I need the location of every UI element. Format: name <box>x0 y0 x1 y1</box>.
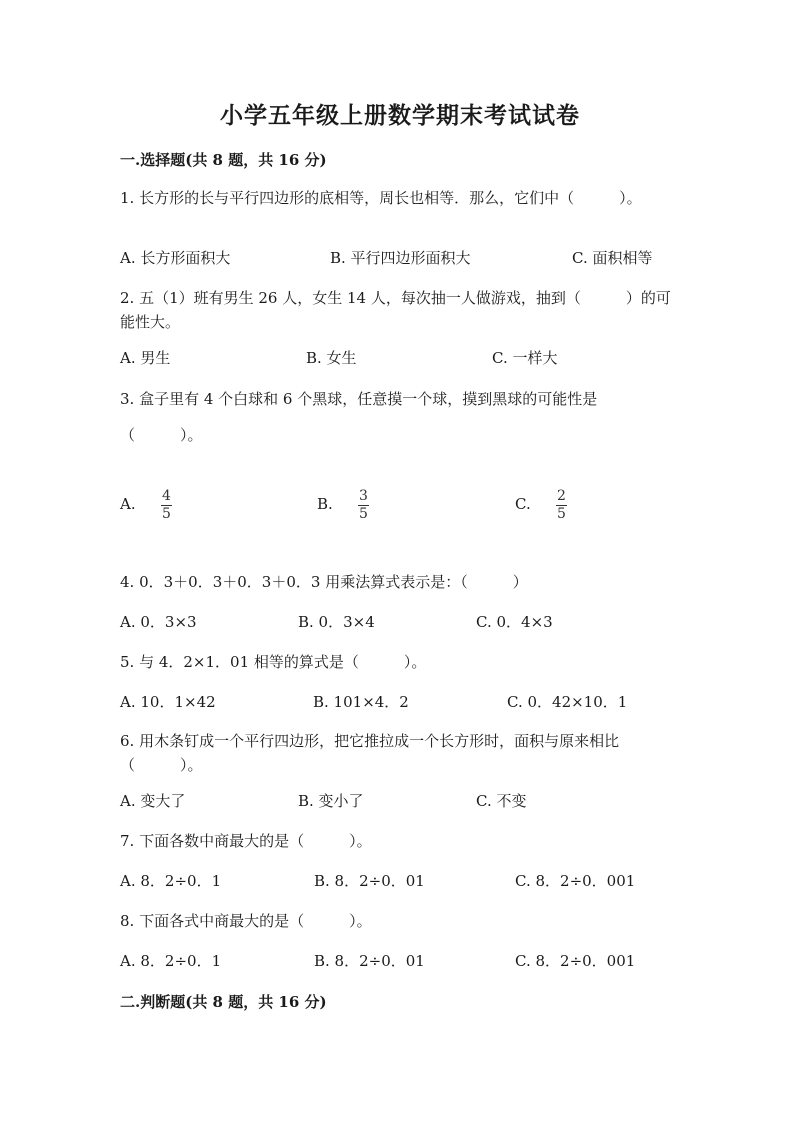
question-3-blank: （ ）。 <box>120 426 203 444</box>
q6-option-a[interactable]: A. 变大了 <box>120 792 186 810</box>
q1-option-c[interactable]: C. 面积相等 <box>572 249 653 267</box>
section-heading-choice: 一.选择题(共 8 题，共 16 分) <box>120 151 327 169</box>
q3-option-a-fraction <box>161 489 172 522</box>
q3-option-c[interactable]: C. <box>515 495 531 513</box>
question-7: 7. 下面各数中商最大的是（ ）。 <box>120 832 372 850</box>
q2-option-b[interactable]: B. 女生 <box>306 349 357 367</box>
fraction-denominator: 5 <box>557 506 566 522</box>
question-6: 6. 用木条钉成一个平行四边形，把它推拉成一个长方形时，面积与原来相比（ ）。 <box>120 732 620 774</box>
q8-option-a[interactable]: A. 8．2÷0．1 <box>120 952 222 970</box>
q1-option-b[interactable]: B. 平行四边形面积大 <box>330 249 471 267</box>
q7-option-b[interactable]: B. 8．2÷0．01 <box>314 872 425 890</box>
q5-option-c[interactable]: C. 0．42×10．1 <box>507 693 628 711</box>
fraction-numerator: 3 <box>359 488 368 504</box>
q4-option-a[interactable]: A. 0．3×3 <box>120 613 197 631</box>
q6-option-b[interactable]: B. 变小了 <box>298 792 364 810</box>
q3-option-a[interactable]: A. <box>120 495 136 513</box>
q6-option-c[interactable]: C. 不变 <box>476 792 527 810</box>
question-3: 3. 盒子里有 4 个白球和 6 个黑球，任意摸一个球，摸到黑球的可能性是 <box>120 390 598 408</box>
question-4: 4. 0．3＋0．3＋0．3＋0．3 用乘法算式表示是：（ ） <box>120 573 528 591</box>
q3-option-c-fraction <box>556 489 567 522</box>
question-5: 5. 与 4．2×1．01 相等的算式是（ ）。 <box>120 653 427 671</box>
section-heading-judgment: 二.判断题(共 8 题，共 16 分) <box>120 993 327 1011</box>
q5-option-a[interactable]: A. 10．1×42 <box>120 693 216 711</box>
q4-option-b[interactable]: B. 0．3×4 <box>298 613 375 631</box>
question-2: 2. 五（1）班有男生 26 人，女生 14 人，每次抽一人做游戏，抽到（ ）的可能性大。 <box>120 289 671 331</box>
q1-option-a[interactable]: A. 长方形面积大 <box>120 249 231 267</box>
q4-option-c[interactable]: C. 0．4×3 <box>476 613 553 631</box>
fraction-numerator: 2 <box>557 488 566 504</box>
q7-option-c[interactable]: C. 8．2÷0．001 <box>515 872 636 890</box>
question-8: 8. 下面各式中商最大的是（ ）。 <box>120 912 372 930</box>
q8-option-c[interactable]: C. 8．2÷0．001 <box>515 952 636 970</box>
q7-option-a[interactable]: A. 8．2÷0．1 <box>120 872 222 890</box>
q3-option-b-fraction <box>358 489 369 522</box>
fraction-numerator: 4 <box>162 488 171 504</box>
q5-option-b[interactable]: B. 101×4．2 <box>313 693 409 711</box>
fraction-denominator: 5 <box>359 506 368 522</box>
q8-option-b[interactable]: B. 8．2÷0．01 <box>314 952 425 970</box>
q2-option-c[interactable]: C. 一样大 <box>492 349 558 367</box>
question-1: 1. 长方形的长与平行四边形的底相等，周长也相等．那么，它们中（ ）。 <box>120 189 642 207</box>
q3-option-b[interactable]: B. <box>317 495 333 513</box>
q2-option-a[interactable]: A. 男生 <box>120 349 171 367</box>
fraction-denominator: 5 <box>162 506 171 522</box>
page-title: 小学五年级上册数学期末考试试卷 <box>220 102 580 129</box>
